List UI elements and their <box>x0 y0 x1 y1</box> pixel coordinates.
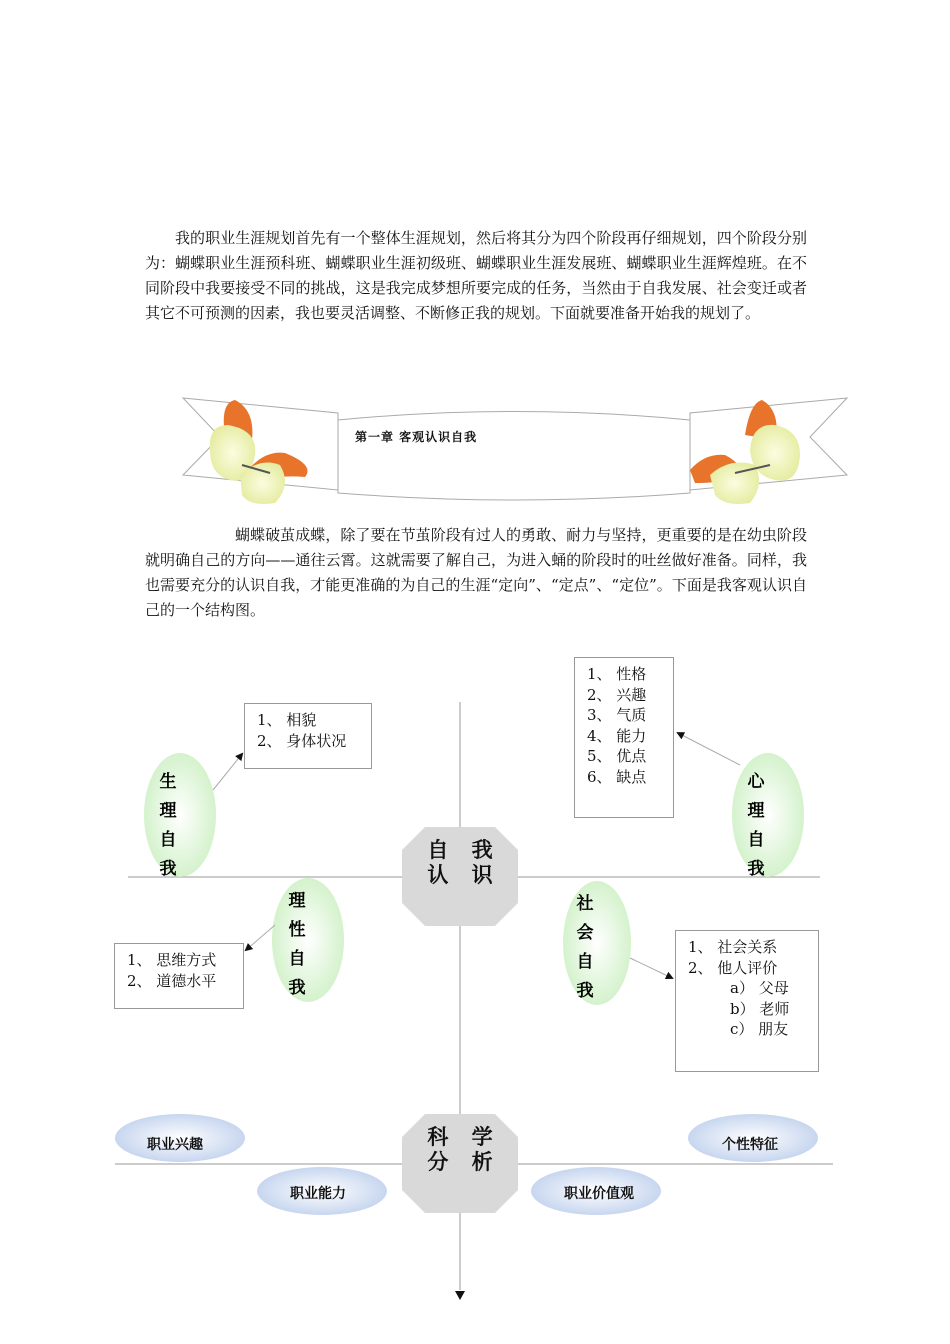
list-item: 1、 社会关系 <box>688 938 778 956</box>
center-bottom-line2: 分 析 <box>427 1150 501 1174</box>
rational-items-box <box>114 943 244 1009</box>
axis-arrow-icon <box>455 1291 465 1300</box>
list-subitem: b） 老师 <box>730 999 790 1018</box>
connector-psychological <box>678 733 740 765</box>
career-values-label: 职业价值观 <box>564 1186 634 1202</box>
physiological-items-box <box>244 703 372 769</box>
list-subitem: c） 朋友 <box>730 1020 789 1038</box>
chapter-title: 第一章 客观认识自我 <box>355 430 478 444</box>
list-item: 3、 气质 <box>587 706 647 724</box>
physiological-ellipse <box>144 753 216 877</box>
list-item: 1、 性格 <box>587 665 647 683</box>
rational-self-label: 理 性 自 我 <box>288 891 306 998</box>
center-bottom-line1: 科 学 <box>427 1125 501 1149</box>
list-item: 1、 相貌 <box>257 711 317 729</box>
center-top-line1: 自 我 <box>427 838 501 862</box>
list-item: 2、 身体状况 <box>257 731 347 750</box>
list-item: 2、 他人评价 <box>688 958 778 977</box>
psychological-items-box <box>574 657 674 818</box>
list-item: 6、 缺点 <box>587 767 647 786</box>
self-awareness-diagram <box>0 640 950 1344</box>
social-self-label: 社 会 自 我 <box>576 894 594 1001</box>
career-ability-label: 职业能力 <box>290 1186 346 1202</box>
chapter-banner <box>180 395 850 510</box>
scientific-analysis-center <box>414 1125 514 1175</box>
psychological-self-label: 心 理 自 我 <box>747 772 765 879</box>
connector-physiological <box>213 754 242 790</box>
list-item: 5、 优点 <box>587 747 647 765</box>
connector-social <box>630 958 672 978</box>
career-interest-label: 职业兴趣 <box>147 1137 203 1153</box>
physiological-self-label: 生 理 自 我 <box>159 772 177 879</box>
list-item: 2、 道德水平 <box>127 971 217 990</box>
second-paragraph: 蝴蝶破茧成蝶，除了要在节茧阶段有过人的勇敢、耐力与坚持，更重要的是在幼虫阶段就明确自己的方向——通往云霄。这就需要了解自己，为进入蛹的阶段时的吐丝做好准备。同样，我也需要充分的认识自我，才能更准确的为自己的生涯“定向”、“定点”、“定位”。下面是我客观认识自己的一个结构图。 <box>145 526 807 619</box>
intro-paragraph: 我的职业生涯规划首先有一个整体生涯规划，然后将其分为四个阶段再仔细规划，四个阶段分别为：蝴蝶职业生涯预科班、蝴蝶职业生涯初级班、蝴蝶职业生涯发展班、蝴蝶职业生涯辉煌班。在不同阶段中我要接受不同的挑战，这是我完成梦想所要完成的任务，当然由于自我发展、社会变迁或者其它不可预测的因素，我也要灵活调整、不断修正我的规划。下面就要准备开始我的规划了。 <box>145 229 807 322</box>
list-item: 4、 能力 <box>587 726 647 745</box>
list-item: 1、 思维方式 <box>127 951 217 969</box>
personality-traits-label: 个性特征 <box>722 1137 778 1153</box>
rational-ellipse <box>272 878 344 1002</box>
connector-rational <box>246 925 275 950</box>
social-items-box <box>675 930 819 1072</box>
list-item: 2、 兴趣 <box>587 685 647 704</box>
list-subitem: a） 父母 <box>730 979 789 997</box>
ribbon-center <box>338 412 690 501</box>
center-top-line2: 认 识 <box>427 863 501 887</box>
social-ellipse <box>563 881 631 1005</box>
self-awareness-center <box>414 838 514 888</box>
psychological-ellipse <box>732 753 804 877</box>
